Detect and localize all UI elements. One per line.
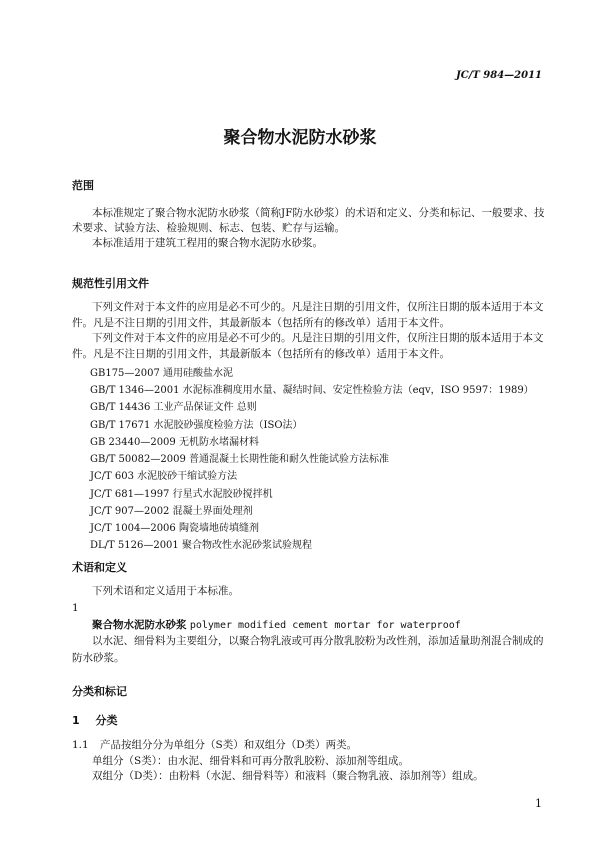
section-heading-scope: 范围 bbox=[72, 179, 94, 192]
term-chinese: 聚合物水泥防水砂浆 bbox=[92, 619, 187, 631]
subsection-number: 1 bbox=[72, 714, 80, 727]
term-entry bbox=[92, 617, 461, 632]
reference-item: JC/T 681—1997 行星式水泥胶砂搅拌机 bbox=[90, 489, 273, 500]
term-definition-line: 以水泥、细骨料为主要组分，以聚合物乳液或可再分散乳胶粉为改性剂，添加适量助剂混合制成的 bbox=[92, 635, 544, 647]
reference-item: JC/T 907—2002 混凝土界面处理剂 bbox=[90, 506, 253, 517]
reference-item: GB/T 50082—2009 普通混凝土长期性能和耐久性能试验方法标准 bbox=[90, 454, 389, 465]
term-definition-line: 防水砂浆。 bbox=[72, 652, 125, 664]
terms-intro: 下列术语和定义适用于本标准。 bbox=[92, 585, 239, 597]
classification-double: 双组分（D类）：由粉料（水泥、细骨料等）和液料（聚合物乳液、添加剂等）组成。 bbox=[92, 770, 484, 782]
reference-item: GB175—2007 通用硅酸盐水泥 bbox=[90, 368, 234, 379]
scope-paragraph-line: 术要求、试验方法、检验规则、标志、包装、贮存与运输。 bbox=[72, 222, 345, 234]
reference-item: DL/T 5126—2001 聚合物改性水泥砂浆试验规程 bbox=[90, 540, 312, 551]
subsection-title: 分类 bbox=[95, 714, 118, 727]
page-number: 1 bbox=[535, 797, 542, 810]
normative-paragraph-line: 下列文件对于本文件的应用是必不可少的。凡是注日期的引用文件，仅所注日期的版本适用于本文 bbox=[92, 332, 544, 344]
subsection-heading bbox=[72, 712, 118, 728]
reference-item: JC/T 603 水泥胶砂干缩试验方法 bbox=[90, 471, 238, 482]
scope-paragraph-line: 本标准适用于建筑工程用的聚合物水泥防水砂浆。 bbox=[92, 237, 323, 249]
term-number: 1 bbox=[72, 602, 79, 614]
normative-paragraph-line: 件。凡是不注日期的引用文件，其最新版本（包括所有的修改单）适用于本文件。 bbox=[72, 317, 450, 329]
section-heading-classification: 分类和标记 bbox=[72, 685, 127, 698]
reference-item: GB/T 1346—2001 水泥标准稠度用水量、凝结时间、安定性检验方法（eqv，ISO 9597：1989） bbox=[90, 385, 534, 396]
reference-item: GB/T 14436 工业产品保证文件 总则 bbox=[90, 402, 257, 413]
reference-item: GB 23440—2009 无机防水堵漏材料 bbox=[90, 437, 259, 448]
scope-paragraph-line: 本标准规定了聚合物水泥防水砂浆（简称JF防水砂浆）的术语和定义、分类和标记、一般要求、技 bbox=[92, 207, 545, 219]
normative-paragraph-line: 下列文件对于本文件的应用是必不可少的。凡是注日期的引用文件，仅所注日期的版本适用于本文 bbox=[92, 301, 544, 313]
classification-single: 单组分（S类）：由水泥、细骨料和可再分散乳胶粉、添加剂等组成。 bbox=[92, 755, 409, 767]
reference-item: GB/T 17671 水泥胶砂强度检验方法（ISO法） bbox=[90, 420, 303, 431]
section-heading-normative: 规范性引用文件 bbox=[72, 277, 149, 290]
reference-item: JC/T 1004—2006 陶瓷墙地砖填缝剂 bbox=[90, 523, 259, 534]
section-heading-terms: 术语和定义 bbox=[72, 561, 127, 574]
document-title: 聚合物水泥防水砂浆 bbox=[223, 128, 377, 148]
normative-paragraph-line: 件。凡是不注日期的引用文件，其最新版本（包括所有的修改单）适用于本文件。 bbox=[72, 348, 450, 360]
clause-1-1 bbox=[72, 738, 357, 753]
standard-code: JC/T 984—2011 bbox=[456, 70, 542, 81]
clause-text: 产品按组分分为单组分（S类）和双组分（D类）两类。 bbox=[100, 739, 358, 751]
term-english: polymer modified cement mortar for waterproof bbox=[189, 620, 461, 631]
clause-number: 1.1 bbox=[72, 739, 89, 751]
